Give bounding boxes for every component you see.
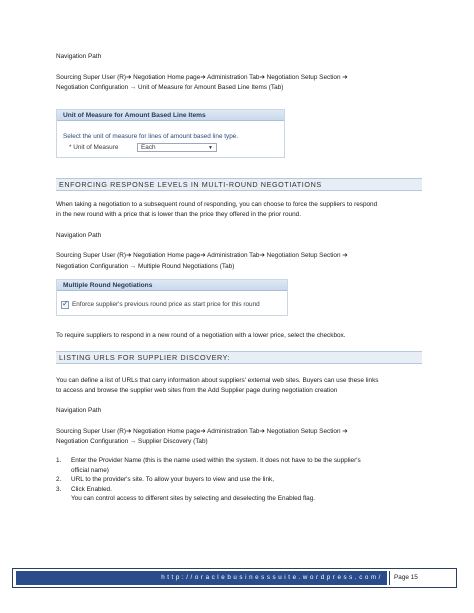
section-heading: ENFORCING RESPONSE LEVELS IN MULTI-ROUND NEGOTIATIONS bbox=[56, 178, 422, 191]
nav-path-line: Negotiation Configuration → Multiple Round Negotiations (Tab) bbox=[56, 263, 235, 270]
section-heading: LISTING URLS FOR SUPPLIER DISCOVERY: bbox=[56, 351, 422, 364]
list-item bbox=[56, 475, 426, 485]
enforce-price-label: Enforce supplier's previous round price as start price for this round bbox=[72, 301, 260, 308]
uom-panel bbox=[56, 109, 285, 158]
footer-url-link[interactable]: http://oraclebusinesssuite.wordpress.com/ bbox=[16, 571, 387, 585]
nav-path-label: Navigation Path bbox=[56, 407, 102, 414]
nav-path-line: Negotiation Configuration → Supplier Discovery (Tab) bbox=[56, 438, 208, 445]
nav-path-line: Sourcing Super User (R)➔ Negotiation Home page➔ Administration Tab➔ Negotiation Setup Section ➔ bbox=[56, 252, 348, 259]
step-text: Click Enabled. bbox=[71, 485, 112, 493]
steps-list bbox=[56, 456, 426, 504]
mrn-panel bbox=[56, 279, 288, 316]
mrn-panel-title: Multiple Round Negotiations bbox=[57, 280, 287, 291]
uom-select-value: Each bbox=[141, 144, 156, 151]
step-text: Enter the Provider Name (this is the name used within the system. It does not have to be the supplier's bbox=[71, 457, 361, 464]
chevron-down-icon: ▼ bbox=[208, 145, 213, 151]
step-number: 1. bbox=[56, 457, 62, 464]
nav-path-line: Negotiation Configuration → Unit of Measure for Amount Based Line Items (Tab) bbox=[56, 84, 284, 91]
step-text: You can control access to different sites by selecting and deselecting the Enabled flag. bbox=[71, 495, 316, 503]
step-number: 2. bbox=[56, 476, 62, 484]
step-text: official name) bbox=[71, 466, 109, 474]
uom-instruction: Select the unit of measure for lines of amount based line type. bbox=[63, 133, 239, 140]
uom-field-label: * Unit of Measure bbox=[69, 144, 119, 151]
nav-path-line: Sourcing Super User (R)➔ Negotiation Home page➔ Administration Tab➔ Negotiation Setup Section ➔ bbox=[56, 74, 348, 81]
uom-panel-title: Unit of Measure for Amount Based Line Items bbox=[57, 110, 284, 121]
uom-select[interactable] bbox=[137, 143, 217, 152]
enforce-price-checkbox[interactable] bbox=[61, 301, 69, 309]
nav-path-line: Sourcing Super User (R)➔ Negotiation Home page➔ Administration Tab➔ Negotiation Setup Section ➔ bbox=[56, 428, 348, 435]
paragraph-line: in the new round with a price that is lower than the price they offered in the prior round. bbox=[56, 211, 301, 218]
paragraph-line: To require suppliers to respond in a new round of a negotiation with a lower price, select the checkbox. bbox=[56, 332, 346, 339]
page-footer bbox=[12, 568, 457, 588]
step-text: URL to the provider's site. To allow your buyers to view and use the link, bbox=[71, 476, 274, 484]
footer-divider bbox=[389, 571, 390, 585]
paragraph-line: to access and browse the supplier web sites from the Add Supplier page during negotiation creation bbox=[56, 387, 338, 394]
paragraph-line: You can define a list of URLs that carry information about suppliers' external web sites. Buyers can use these links bbox=[56, 377, 379, 384]
nav-path-label: Navigation Path bbox=[56, 232, 102, 239]
page-number: Page 15 bbox=[394, 574, 418, 581]
step-number: 3. bbox=[56, 485, 62, 493]
paragraph-line: When taking a negotiation to a subsequent round of responding, you can choose to force the suppliers to respond bbox=[56, 201, 378, 208]
nav-path-label: Navigation Path bbox=[56, 53, 102, 60]
list-item bbox=[56, 485, 426, 504]
checkmark-icon: ✓ bbox=[62, 299, 69, 308]
list-item bbox=[56, 456, 426, 475]
